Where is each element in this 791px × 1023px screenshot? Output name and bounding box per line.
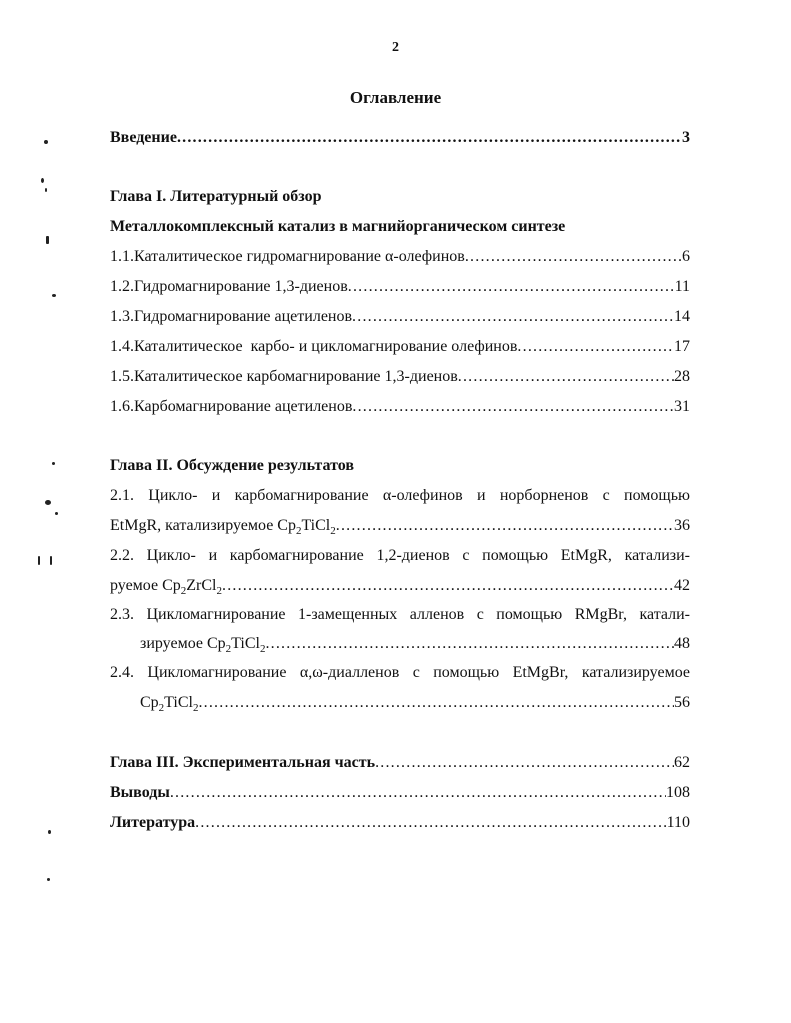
scan-speck bbox=[48, 830, 51, 834]
chapter-1-subtitle: Металлокомплексный катализ в магнийорганическом синтезе bbox=[110, 218, 566, 235]
toc-item-title: 1.3.Гидромагнирование ацетиленов bbox=[110, 308, 353, 325]
toc-intro[interactable] bbox=[110, 127, 690, 149]
toc-item-title: $Cp_2TiCl_2$ bbox=[140, 694, 199, 715]
toc-item-page: 31 bbox=[674, 398, 690, 415]
leader-dots bbox=[375, 752, 674, 774]
toc-item-page: 11 bbox=[674, 278, 690, 295]
leader-dots bbox=[170, 782, 666, 804]
toc-item-title: 1.5.Каталитическое карбомагнирование 1,3-диенов bbox=[110, 368, 458, 385]
leader-dots bbox=[265, 633, 674, 655]
toc-item-1-1[interactable] bbox=[110, 246, 690, 268]
page-number: 2 bbox=[392, 40, 399, 55]
toc-item-page: 17 bbox=[674, 338, 690, 355]
toc-item-1-4[interactable] bbox=[110, 336, 690, 358]
toc-item-page: 56 bbox=[674, 694, 690, 711]
toc-intro-title: Введение bbox=[110, 129, 177, 146]
leader-dots bbox=[195, 812, 666, 834]
toc-item-2-2-line2[interactable] bbox=[110, 575, 690, 597]
toc-item-2-4-line2[interactable] bbox=[140, 692, 690, 714]
toc-item-page: 48 bbox=[674, 635, 690, 652]
toc-item-title: 1.4.Каталитическое карбо- и цикломагнирование олефинов bbox=[110, 338, 518, 355]
toc-item-title: 1.6.Карбомагнирование ацетиленов bbox=[110, 398, 353, 415]
toc-item-2-3-line1[interactable]: 2.3. Цикломагнирование 1-замещенных алленов с помощью RMgBr, катали- bbox=[110, 606, 690, 623]
toc-heading: Оглавление bbox=[349, 88, 442, 107]
toc-item-title: руемое $Cp_2ZrCl_2$ bbox=[110, 577, 222, 598]
toc-intro-page: 3 bbox=[682, 129, 690, 146]
scan-speck bbox=[52, 294, 56, 297]
scan-speck bbox=[55, 512, 58, 515]
leader-dots bbox=[177, 127, 682, 149]
scan-speck bbox=[52, 462, 55, 465]
toc-item-2-3-line2[interactable] bbox=[140, 633, 690, 655]
toc-item-title: 1.1.Каталитическое гидромагнирование α-олефинов bbox=[110, 248, 465, 265]
toc-item-title: 1.2.Гидромагнирование 1,3-диенов bbox=[110, 278, 348, 295]
toc-item-2-1-line1[interactable]: 2.1. Цикло- и карбомагнирование α-олефинов и норборненов с помощью bbox=[110, 487, 690, 504]
toc-literature[interactable] bbox=[110, 812, 690, 834]
leader-dots bbox=[222, 575, 674, 597]
leader-dots bbox=[348, 276, 675, 298]
toc-item-title: зируемое $Cp_2TiCl_2$ bbox=[140, 635, 266, 656]
scan-speck bbox=[45, 500, 51, 505]
toc-item-page: 14 bbox=[674, 308, 690, 325]
toc-item-1-6[interactable] bbox=[110, 396, 690, 418]
toc-item-page: 62 bbox=[674, 754, 690, 771]
leader-dots bbox=[458, 366, 674, 388]
scan-speck bbox=[45, 188, 47, 192]
scan-speck bbox=[44, 140, 48, 144]
chapter-2-title[interactable]: Глава II. Обсуждение результатов bbox=[110, 457, 354, 474]
scan-speck bbox=[47, 878, 50, 881]
scan-speck bbox=[38, 556, 40, 565]
toc-item-1-3[interactable] bbox=[110, 306, 690, 328]
toc-item-1-2[interactable] bbox=[110, 276, 690, 298]
leader-dots bbox=[198, 692, 674, 714]
toc-item-2-2-line1[interactable]: 2.2. Цикло- и карбомагнирование 1,2-диенов с помощью EtMgR, катализи- bbox=[110, 547, 690, 564]
scan-speck bbox=[50, 556, 52, 565]
leader-dots bbox=[352, 396, 674, 418]
toc-item-page: 28 bbox=[674, 368, 690, 385]
chapter-1-title[interactable]: Глава I. Литературный обзор bbox=[110, 188, 322, 205]
toc-item-page: 110 bbox=[666, 814, 690, 831]
toc-item-page: 6 bbox=[682, 248, 690, 265]
leader-dots bbox=[352, 306, 674, 328]
scan-speck bbox=[46, 236, 49, 244]
leader-dots bbox=[336, 515, 674, 537]
toc-item-2-1-line2[interactable] bbox=[110, 515, 690, 537]
leader-dots bbox=[465, 246, 682, 268]
toc-item-1-5[interactable] bbox=[110, 366, 690, 388]
toc-item-page: 108 bbox=[666, 784, 690, 801]
toc-item-title: Литература bbox=[110, 814, 196, 831]
toc-item-page: 42 bbox=[674, 577, 690, 594]
scan-speck bbox=[41, 178, 44, 183]
toc-chapter-3[interactable] bbox=[110, 752, 690, 774]
toc-item-title: Выводы bbox=[110, 784, 170, 801]
leader-dots bbox=[517, 336, 674, 358]
toc-conclusions[interactable] bbox=[110, 782, 690, 804]
toc-item-page: 36 bbox=[674, 517, 690, 534]
toc-item-title: Глава III. Экспериментальная часть bbox=[110, 754, 376, 771]
toc-item-2-4-line1[interactable]: 2.4. Цикломагнирование α,ω-диалленов с помощью EtMgBr, катализируемое bbox=[110, 664, 690, 681]
toc-item-title: EtMgR, катализируемое $Cp_2TiCl_2$ bbox=[110, 517, 336, 538]
